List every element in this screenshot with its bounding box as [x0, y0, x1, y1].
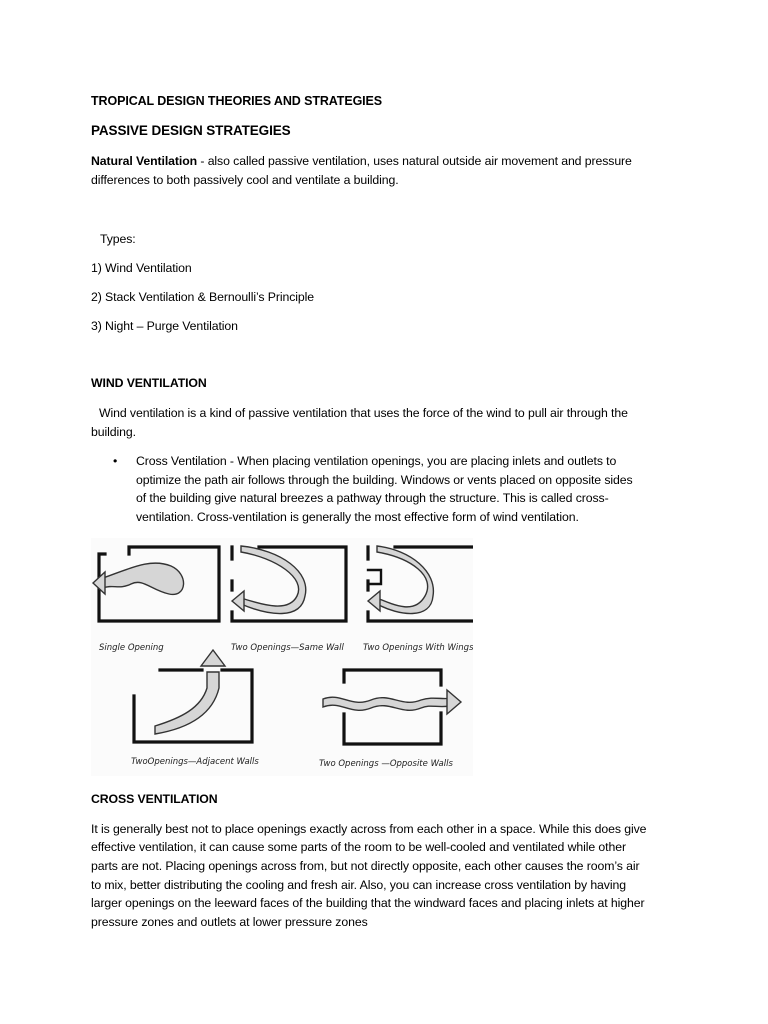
cross-para-line-6: pressure zones and outlets at lower pressure zones	[91, 915, 368, 929]
cross-bullet-line-3: of the building give natural breezes a pathway through the structure. This is called cross-	[136, 491, 609, 505]
natural-ventilation-line-2: differences to both passively cool and ventilate a building.	[91, 173, 399, 187]
cross-bullet-line-2: optimize the path air follows through the building. Windows or vents placed on opposite sides	[136, 473, 633, 487]
caption-adjacent-walls: TwoOpenings—Adjacent Walls	[131, 757, 259, 767]
cross-para-line-5: larger openings on the leeward faces of the building that the windward faces and placing inlets at higher	[91, 896, 645, 910]
natural-ventilation-line-1	[91, 152, 632, 170]
natural-ventilation-term: Natural Ventilation	[91, 154, 198, 168]
wind-para-line-2: building.	[91, 425, 136, 439]
section-heading-passive: PASSIVE DESIGN STRATEGIES	[91, 123, 291, 138]
cross-bullet-line-1: Cross Ventilation - When placing ventilation openings, you are placing inlets and outlets to	[136, 454, 617, 468]
bullet-marker: •	[113, 454, 118, 468]
cross-ventilation-heading: CROSS VENTILATION	[91, 792, 218, 806]
cross-para-line-4: to mix, better distributing the cooling and fresh air. Also, you can increase cross ventilation by having	[91, 878, 626, 892]
cross-para-line-2: effective ventilation, it can cause some parts of the room to be well-cooled and ventilated while other	[91, 840, 626, 854]
page-title: TROPICAL DESIGN THEORIES AND STRATEGIES	[91, 94, 383, 108]
types-label: Types:	[100, 232, 136, 246]
cross-bullet-line-4: ventilation. Cross-ventilation is generally the most effective form of wind ventilation.	[136, 510, 579, 524]
wind-para-line-1: Wind ventilation is a kind of passive ventilation that uses the force of the wind to pull air through the	[99, 406, 628, 420]
type-item-3: 3) Night – Purge Ventilation	[91, 319, 238, 333]
caption-with-wings: Two Openings With Wings	[363, 643, 473, 653]
caption-single-opening: Single Opening	[99, 643, 164, 653]
ventilation-diagram-figure	[91, 538, 473, 776]
wind-ventilation-heading: WIND VENTILATION	[91, 376, 207, 390]
caption-opposite-walls: Two Openings —Opposite Walls	[319, 759, 453, 769]
natural-ventilation-definition: - also called passive ventilation, uses natural outside air movement and pressure	[197, 154, 632, 168]
caption-same-wall: Two Openings—Same Wall	[231, 643, 344, 653]
type-item-1: 1) Wind Ventilation	[91, 261, 192, 275]
cross-para-line-3: parts are not. Placing openings across from, but not directly opposite, each other causes the room’s air	[91, 859, 640, 873]
type-item-2: 2) Stack Ventilation & Bernoulli’s Principle	[91, 290, 314, 304]
cross-para-line-1: It is generally best not to place openings exactly across from each other in a space. While this does give	[91, 822, 647, 836]
